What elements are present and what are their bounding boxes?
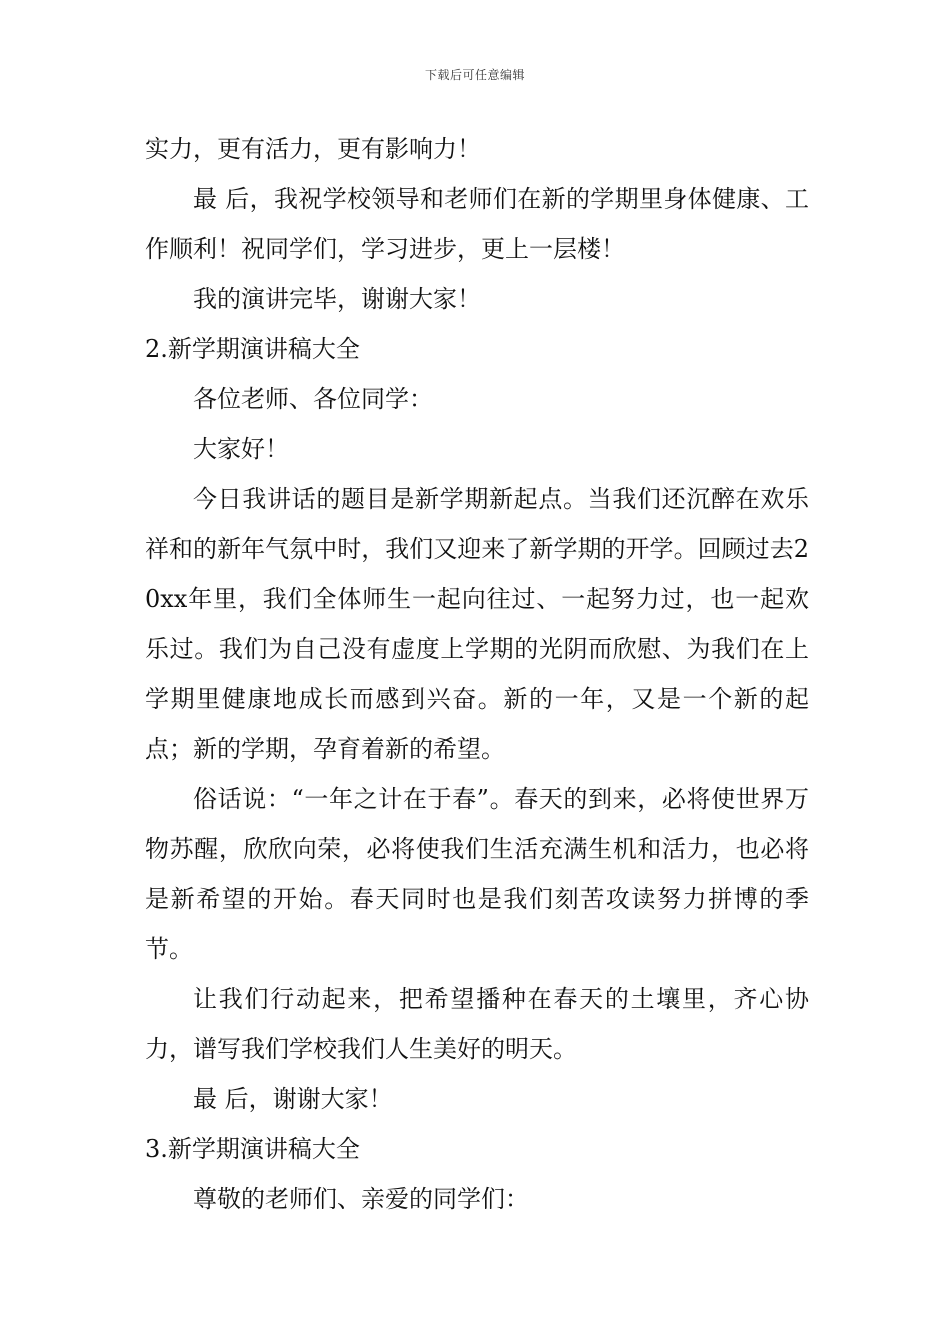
paragraph-proverb: 俗话说：“一年之计在于春”。春天的到来，必将使世界万物苏醒，欣欣向荣，必将使我们生活充满生机和活力，也必将是新希望的开始。春天同时也是我们刻苦攻读努力拼博的季节。 bbox=[145, 785, 809, 963]
page-header-note: 下载后可任意编辑 bbox=[424, 68, 525, 82]
paragraph-greeting: 大家好！ bbox=[193, 435, 289, 463]
paragraph-call-to-action: 让我们行动起来，把希望播种在春天的土壤里，齐心协力，谱写我们学校我们人生美好的明天。 bbox=[145, 985, 809, 1063]
paragraph-topic: 今日我讲话的题目是新学期新起点。当我们还沉醉在欢乐祥和的新年气氛中时，我们又迎来了新学期的开学。回顾过去20xx年里，我们全体师生一起向往过、一起努力过，也一起欢乐过。我们为自己没有虚度上学期的光阴而欣慰、为我们在上学期里健康地成长而感到兴奋。新的一年，又是一个新的起点；新的学期，孕育着新的希望。 bbox=[145, 485, 809, 763]
section-heading-3: 3.新学期演讲稿大全 bbox=[145, 1135, 360, 1163]
document-body bbox=[145, 124, 809, 1224]
paragraph-closing-wishes: 最 后，我祝学校领导和老师们在新的学期里身体健康、工作顺利！祝同学们，学习进步，更上一层楼！ bbox=[145, 185, 809, 263]
paragraph-salutation: 各位老师、各位同学： bbox=[193, 385, 433, 413]
paragraph-thanks: 我的演讲完毕，谢谢大家！ bbox=[193, 285, 481, 313]
paragraph-continuation: 实力，更有活力，更有影响力！ bbox=[145, 135, 481, 163]
paragraph-final-thanks: 最 后，谢谢大家！ bbox=[193, 1085, 393, 1113]
paragraph-salutation-3: 尊敬的老师们、亲爱的同学们： bbox=[193, 1185, 529, 1213]
section-heading-2: 2.新学期演讲稿大全 bbox=[145, 335, 360, 363]
